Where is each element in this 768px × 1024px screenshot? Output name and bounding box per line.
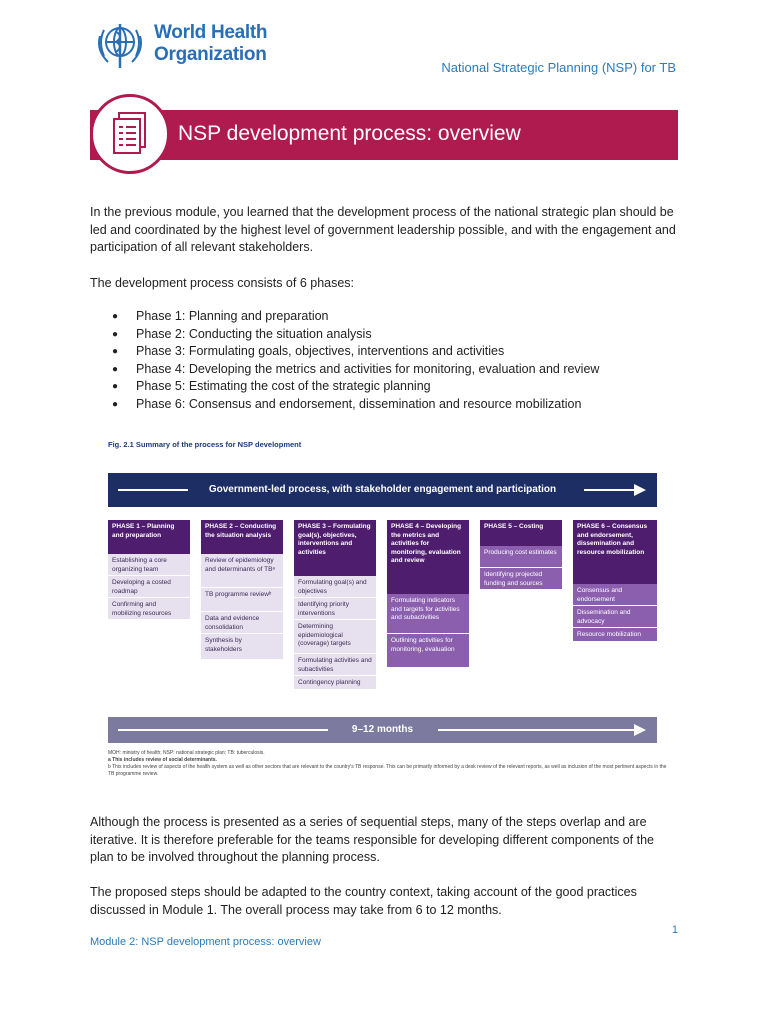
who-logo: [90, 14, 280, 76]
government-led-label: Government-led process, with stakeholder engagement and participation: [208, 484, 557, 495]
phase-2-column: [201, 520, 283, 660]
phase-title: PHASE 5 – Costing: [480, 520, 562, 546]
figure-notes: [108, 750, 668, 778]
phase-step: Formulating indicators and targets for activities and subactivities: [387, 594, 469, 634]
phase-step: Determining epidemiological (coverage) targets: [294, 620, 376, 654]
phase-list: [112, 308, 599, 413]
phase-title: PHASE 3 – Formulating goal(s), objectives, interventions and activities: [294, 520, 376, 576]
phase-step: Identifying priority interventions: [294, 598, 376, 620]
list-item: ● Phase 2: Conducting the situation analysis: [112, 326, 599, 344]
document-icon: [111, 111, 149, 157]
phases-intro: The development process consists of 6 phases:: [90, 276, 355, 290]
footer-module: Module 2: NSP development process: overview: [90, 936, 321, 948]
phase-step: Consensus and endorsement: [573, 584, 657, 606]
phase-3-column: [294, 520, 376, 690]
list-item: ● Phase 5: Estimating the cost of the strategic planning: [112, 378, 599, 396]
phase-title: PHASE 4 – Developing the metrics and activities for monitoring, evaluation and review: [387, 520, 469, 594]
list-item: ● Phase 4: Developing the metrics and activities for monitoring, evaluation and review: [112, 361, 599, 379]
document-title: National Strategic Planning (NSP) for TB: [441, 60, 676, 75]
phase-step: Producing cost estimates: [480, 546, 562, 568]
org-name-line1: World Health: [154, 22, 268, 43]
org-name-line2: Organization: [154, 44, 267, 65]
phase-step: Formulating goal(s) and objectives: [294, 576, 376, 598]
phase-step: Identifying projected funding and sources: [480, 568, 562, 590]
figure-caption: Fig. 2.1 Summary of the process for NSP development: [108, 440, 302, 449]
adapt-paragraph: The proposed steps should be adapted to the country context, taking account of the good practices discussed in Module 1. The overall process may take from 6 to 12 months.: [90, 885, 637, 917]
phase-step: Outlining activities for monitoring, evaluation: [387, 634, 469, 668]
phase-step: Formulating activities and subactivities: [294, 654, 376, 676]
phase-1-column: [108, 520, 190, 620]
overlap-paragraph: Although the process is presented as a series of sequential steps, many of the steps overlap and are iterative. It is therefore preferable for the teams responsible for developing different components of the plan to be involved throughout the planning process.: [90, 815, 654, 864]
list-item: ● Phase 6: Consensus and endorsement, dissemination and resource mobilization: [112, 396, 599, 414]
phase-step: Confirming and mobilizing resources: [108, 598, 190, 620]
phase-6-column: [573, 520, 657, 642]
phase-title: PHASE 2 – Conducting the situation analysis: [201, 520, 283, 554]
phase-step: TB programme reviewᵇ: [201, 588, 283, 612]
page-number: 1: [671, 924, 678, 936]
list-item: ● Phase 1: Planning and preparation: [112, 308, 599, 326]
list-item: ● Phase 3: Formulating goals, objectives, interventions and activities: [112, 343, 599, 361]
phase-title: PHASE 1 – Planning and preparation: [108, 520, 190, 554]
phase-step: Review of epidemiology and determinants of TBᵃ: [201, 554, 283, 588]
phase-title: PHASE 6 – Consensus and endorsement, dissemination and resource mobilization: [573, 520, 657, 584]
figure-note: MOH: ministry of health; NSP: national strategic plan; TB: tuberculosis.: [108, 750, 265, 756]
intro-paragraph: In the previous module, you learned that the development process of the national strategic plan should be led and coordinated by the highest level of government leadership possible, and with the engagement and participation of all relevant stakeholders.: [90, 205, 676, 254]
phase-step: Establishing a core organizing team: [108, 554, 190, 576]
phase-step: Data and evidence consolidation: [201, 612, 283, 634]
banner-icon-circle: [90, 94, 170, 174]
phase-step: Contingency planning: [294, 676, 376, 690]
figure-note: b This includes review of aspects of the health system as well as other sectors that are relevant to the country's TB response. This can be primarily informed by a desk review of the relevant reports, as well as inclusion of the most pertinent aspects in the TB programme review.: [108, 764, 667, 777]
phase-5-column: [480, 520, 562, 590]
phase-step: Resource mobilization: [573, 628, 657, 642]
phase-step: Synthesis by stakeholders: [201, 634, 283, 660]
page-title: NSP development process: overview: [178, 122, 521, 145]
government-led-bar: [108, 473, 657, 507]
duration-bar: [108, 717, 657, 743]
who-emblem-icon: [90, 16, 150, 72]
phase-4-column: [387, 520, 469, 668]
phase-step: Developing a costed roadmap: [108, 576, 190, 598]
duration-label: 9–12 months: [351, 724, 414, 735]
phase-step: Dissemination and advocacy: [573, 606, 657, 628]
figure-note: a This includes review of social determinants.: [108, 757, 217, 763]
